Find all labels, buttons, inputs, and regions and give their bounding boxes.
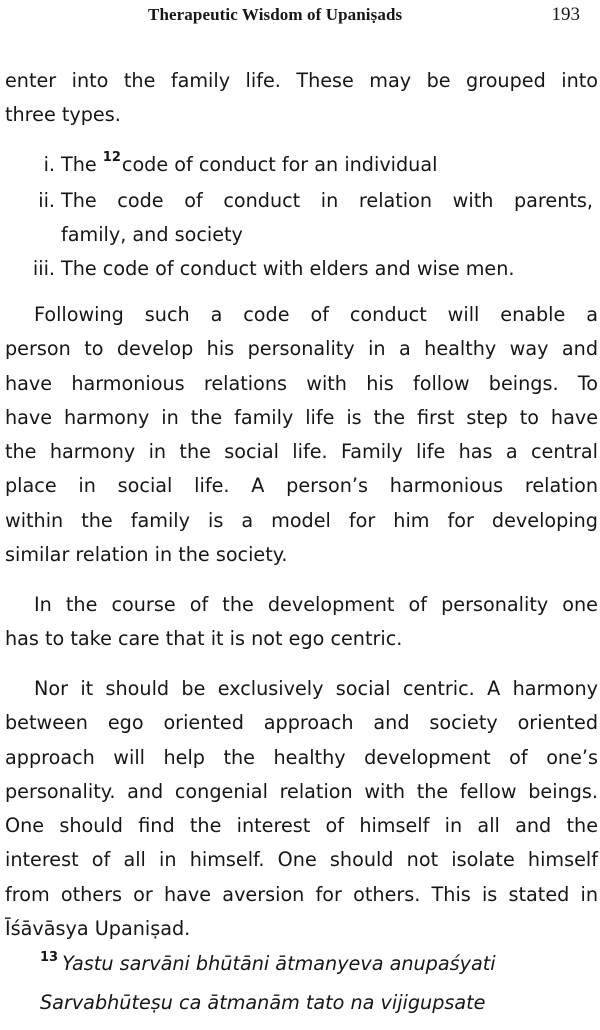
text-line: have harmony in the family life is the first step to have — [5, 405, 598, 429]
list-item-number: i. — [43, 153, 55, 176]
footnote-verse: Yastu sarvāni bhūtāni ātmanyeva anupaśyati — [62, 952, 496, 975]
paragraph-harmony — [5, 672, 598, 946]
text-line: from others or have aversion for others. This is stated in — [5, 882, 598, 906]
page-header — [0, 5, 600, 27]
list-item-text — [61, 148, 437, 185]
text-line: Following such a code of conduct will enable a — [34, 303, 598, 326]
text-line: between ego oriented approach and society oriented — [5, 711, 598, 735]
text-line: approach will help the healthy development of one’s — [5, 745, 598, 769]
text-line: One should find the interest of himself in all and the — [5, 814, 598, 838]
footnote-line: Sarvabhūteṣu ca ātmanām tato na vijigupsate — [40, 991, 486, 1014]
running-title: Therapeutic Wisdom of Upaniṣads — [148, 5, 403, 24]
list-item — [0, 148, 598, 182]
text-line: interest of all in himself. One should not isolate himself — [5, 848, 598, 872]
text-line: within the family is a model for him for developing — [5, 508, 598, 532]
text-line: enter into the family life. These may be grouped into — [5, 69, 598, 92]
footnote-reference: 12 — [102, 150, 121, 165]
list-item-text: The code of conduct in relation with parents, — [61, 189, 593, 212]
code-of-conduct-list — [0, 148, 598, 286]
page-number: 193 — [551, 4, 580, 25]
list-item-body: code of conduct for an individual — [121, 153, 438, 176]
paragraph-code-of-conduct — [5, 298, 598, 572]
text-line: have harmonious relations with his follow beings. To — [5, 371, 598, 395]
footnote-marker: 13 — [40, 950, 59, 965]
text-line: place in social life. A person’s harmonious relation — [5, 474, 598, 498]
text-line: In the course of the development of personality one — [34, 593, 598, 616]
list-item-text: family, and society — [61, 223, 243, 246]
text-line: Īśāvāsya Upaniṣad. — [5, 917, 191, 941]
text-line: has to take care that it is not ego centric. — [5, 627, 403, 651]
list-item — [0, 184, 598, 218]
footnote-line — [40, 946, 600, 985]
paragraph-personality — [5, 588, 598, 657]
list-item — [0, 252, 598, 286]
text-line: the harmony in the social life. Family life has a central — [5, 440, 598, 464]
text-line: person to develop his personality in a healthy way and — [5, 337, 598, 361]
footnote — [40, 946, 600, 1021]
text-line: similar relation in the society. — [5, 543, 288, 567]
text-line: personality. and congenial relation with the fellow beings. — [5, 779, 598, 803]
intro-paragraph — [5, 64, 598, 133]
text-line: three types. — [5, 103, 121, 127]
list-item-continuation — [0, 218, 598, 252]
list-item-number: ii. — [38, 189, 55, 212]
list-item-prefix: The — [61, 153, 103, 176]
list-item-text: The code of conduct with elders and wise men. — [61, 257, 515, 280]
text-line: Nor it should be exclusively social centric. A harmony — [34, 677, 598, 700]
list-item-number: iii. — [32, 257, 55, 280]
